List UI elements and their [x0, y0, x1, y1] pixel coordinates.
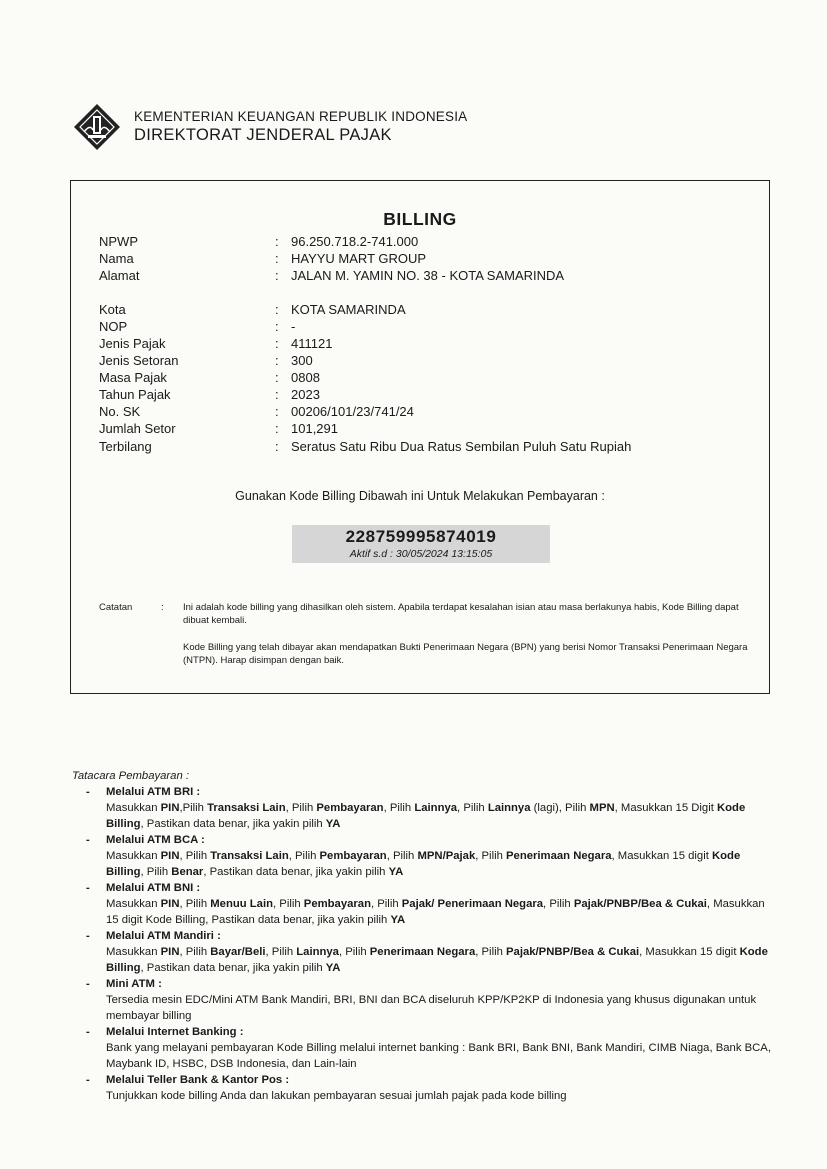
field-label: Kota — [99, 302, 126, 317]
billing-field — [99, 336, 332, 352]
procedure-heading: Tatacara Pembayaran : — [72, 770, 190, 782]
billing-field — [99, 439, 631, 455]
field-colon: : — [275, 421, 279, 436]
body-text: ,Pilih — [179, 802, 208, 814]
bold-term: Kode Billing — [106, 850, 741, 878]
field-label: Alamat — [99, 268, 140, 283]
field-value: 300 — [291, 353, 313, 368]
field-value: KOTA SAMARINDA — [291, 302, 406, 317]
billing-box — [70, 180, 770, 694]
bold-term: Penerimaan Negara — [506, 850, 612, 862]
field-label: NOP — [99, 319, 128, 334]
bold-term: Pembayaran — [316, 802, 384, 814]
field-colon: : — [275, 353, 279, 368]
field-colon: : — [275, 234, 279, 249]
active-until: Aktif s.d : 30/05/2024 13:15:05 — [349, 548, 493, 560]
bold-term: YA — [388, 866, 404, 878]
billing-field — [99, 268, 564, 284]
field-colon: : — [275, 370, 279, 385]
body-text: Bank yang melayani pembayaran Kode Billing melalui internet banking : Bank BRI, Bank BNI, Bank Mandiri, CIMB Niaga, Bank BCA, Maybank ID, HSBC, DSB Indonesia, dan Lain-lain — [106, 1042, 771, 1070]
field-value: 96.250.718.2-741.000 — [291, 234, 419, 249]
body-text: Masukkan — [106, 946, 161, 958]
billing-field — [99, 421, 338, 437]
procedure-item-body — [106, 896, 772, 928]
billing-field — [99, 370, 320, 386]
body-text: , Masukkan 15 digit Kode Billing, Pastikan data benar, jika yakin pilih — [106, 898, 765, 926]
body-text: , Pilih — [265, 946, 297, 958]
body-text: , Pilih — [543, 898, 574, 910]
bullet-dash: - — [86, 1026, 90, 1038]
notes-paragraph-2: Kode Billing yang telah dibayar akan mendapatkan Bukti Penerimaan Negara (BPN) yang berisi Nomor Transaksi Penerimaan Negara (NTPN). Harap disimpan dengan baik. — [183, 642, 748, 666]
procedure-item-body — [106, 1040, 772, 1072]
payment-instruction: Gunakan Kode Billing Dibawah ini Untuk Melakukan Pembayaran : — [235, 489, 605, 503]
bullet-dash: - — [86, 978, 90, 990]
bold-term: Pajak/PNBP/Bea & Cukai — [506, 946, 640, 958]
body-text: , Pilih — [140, 866, 172, 878]
procedure-item — [72, 928, 772, 976]
body-text: , Pilih — [338, 946, 370, 958]
field-colon: : — [275, 268, 279, 283]
field-label: Jenis Pajak — [99, 336, 166, 351]
bold-term: PIN — [160, 898, 180, 910]
payment-procedure — [72, 768, 772, 1104]
bold-term: Penerimaan Negara — [369, 946, 476, 958]
body-text: Masukkan — [106, 850, 161, 862]
kemenkeu-logo-icon — [72, 102, 122, 152]
bullet-dash: - — [86, 930, 90, 942]
body-text: , Pilih — [457, 802, 488, 814]
procedure-item-body — [106, 800, 772, 832]
bullet-dash: - — [86, 834, 90, 846]
field-label: No. SK — [99, 404, 141, 419]
body-text: , Masukkan 15 digit — [611, 850, 712, 862]
billing-field — [99, 302, 406, 318]
body-text: , Pilih — [475, 850, 507, 862]
procedure-item — [72, 976, 772, 1024]
body-text: , Pilih — [179, 946, 211, 958]
notes-label: Catatan — [99, 602, 133, 613]
bold-term: Pajak/ Penerimaan Negara — [401, 898, 544, 910]
body-text: , Pilih — [285, 802, 317, 814]
bold-term: YA — [390, 914, 406, 926]
field-value: 00206/101/23/741/24 — [291, 404, 414, 419]
procedure-item — [72, 880, 772, 928]
field-value: HAYYU MART GROUP — [291, 251, 427, 266]
field-colon: : — [275, 387, 279, 402]
bold-term: Lainnya — [414, 802, 458, 814]
field-colon: : — [275, 302, 279, 317]
procedure-item-body — [106, 848, 772, 880]
field-colon: : — [275, 319, 279, 334]
bold-term: PIN — [160, 802, 180, 814]
bold-term: Kode Billing — [106, 802, 746, 830]
bold-term: Transaksi Lain — [207, 802, 286, 814]
billing-field — [99, 353, 313, 369]
bold-term: Transaksi Lain — [210, 850, 289, 862]
body-text: , Masukkan 15 digit — [639, 946, 740, 958]
billing-code: 228759995874019 — [345, 527, 497, 546]
bullet-dash: - — [86, 882, 90, 894]
body-text: , Pilih — [386, 850, 418, 862]
bold-term: YA — [325, 818, 341, 830]
body-text: Masukkan — [106, 802, 161, 814]
procedure-item-title: Melalui ATM BCA : — [106, 834, 205, 846]
procedure-item — [72, 1024, 772, 1072]
bold-term: Pembayaran — [319, 850, 387, 862]
field-label: Terbilang — [99, 439, 152, 454]
field-colon: : — [275, 439, 279, 454]
body-text: Tersedia mesin EDC/Mini ATM Bank Mandiri, BRI, BNI dan BCA diseluruh KPP/KP2KP di Indonesia yang khusus digunakan untuk membayar billing — [106, 994, 757, 1022]
bullet-dash: - — [86, 786, 90, 798]
bold-term: Lainnya — [487, 802, 531, 814]
body-text: , Pastikan data benar, jika yakin pilih — [140, 962, 326, 974]
field-label: Jenis Setoran — [99, 353, 179, 368]
field-colon: : — [275, 404, 279, 419]
procedure-item-title: Melalui ATM BRI : — [106, 786, 201, 798]
body-text: , Pilih — [383, 802, 415, 814]
procedure-item — [72, 1072, 772, 1104]
ministry-name: KEMENTERIAN KEUANGAN REPUBLIK INDONESIA — [134, 109, 468, 124]
field-label: Jumlah Setor — [99, 421, 176, 436]
field-value: 101,291 — [291, 421, 338, 436]
procedure-item-body — [106, 944, 772, 976]
body-text: Masukkan — [106, 898, 161, 910]
field-colon: : — [275, 336, 279, 351]
field-label: Tahun Pajak — [99, 387, 171, 402]
notes-colon: : — [161, 602, 164, 613]
billing-title: BILLING — [383, 209, 457, 229]
field-colon: : — [275, 251, 279, 266]
bold-term: Pembayaran — [303, 898, 371, 910]
body-text: , Pastikan data benar, jika yakin pilih — [203, 866, 389, 878]
body-text: , Pilih — [179, 898, 211, 910]
bold-term: Benar — [171, 866, 204, 878]
field-value: JALAN M. YAMIN NO. 38 - KOTA SAMARINDA — [291, 268, 565, 283]
billing-field — [99, 319, 295, 335]
bold-term: Pajak/PNBP/Bea & Cukai — [573, 898, 707, 910]
bold-term: YA — [325, 962, 341, 974]
billing-field — [99, 387, 320, 403]
body-text: Tunjukkan kode billing Anda dan lakukan pembayaran sesuai jumlah pajak pada kode billing — [106, 1090, 567, 1102]
body-text: , Pastikan data benar, jika yakin pilih — [140, 818, 326, 830]
field-value: 0808 — [291, 370, 320, 385]
bold-term: Kode Billing — [106, 946, 768, 974]
procedure-item-body — [106, 1088, 772, 1104]
bold-term: PIN — [160, 850, 180, 862]
procedure-item-title: Melalui Teller Bank & Kantor Pos : — [106, 1074, 290, 1086]
field-value: 2023 — [291, 387, 320, 402]
bold-term: Menuu Lain — [210, 898, 274, 910]
letterhead — [72, 102, 467, 152]
bold-term: Bayar/Beli — [210, 946, 266, 958]
field-value: 411121 — [291, 336, 333, 351]
body-text: (lagi), Pilih — [530, 802, 590, 814]
procedure-item — [72, 784, 772, 832]
procedure-item-title: Melalui ATM Mandiri : — [106, 930, 221, 942]
body-text: , Pilih — [475, 946, 507, 958]
field-label: NPWP — [99, 234, 138, 249]
directorate-name: DIREKTORAT JENDERAL PAJAK — [134, 126, 392, 144]
billing-field — [99, 251, 426, 267]
body-text: , Pilih — [288, 850, 320, 862]
field-label: Masa Pajak — [99, 370, 167, 385]
notes-paragraph-1: Ini adalah kode billing yang dihasilkan oleh sistem. Apabila terdapat kesalahan isian atau masa berlakunya habis, Kode Billing dapat dibuat kembali. — [183, 602, 739, 626]
procedure-item-title: Melalui ATM BNI : — [106, 882, 201, 894]
field-value: Seratus Satu Ribu Dua Ratus Sembilan Puluh Satu Rupiah — [291, 439, 632, 454]
procedure-item-title: Melalui Internet Banking : — [106, 1026, 244, 1038]
procedure-item-title: Mini ATM : — [106, 978, 162, 990]
procedure-item — [72, 832, 772, 880]
billing-field — [99, 234, 418, 250]
bold-term: MPN — [589, 802, 615, 814]
body-text: , Pilih — [370, 898, 402, 910]
bold-term: Lainnya — [296, 946, 339, 958]
body-text: , Pilih — [179, 850, 211, 862]
billing-code-box — [292, 525, 550, 563]
bold-term: PIN — [160, 946, 180, 958]
field-value: - — [291, 319, 296, 334]
body-text: , Pilih — [273, 898, 304, 910]
bullet-dash: - — [86, 1074, 90, 1086]
field-label: Nama — [99, 251, 134, 266]
body-text: , Masukkan 15 Digit — [614, 802, 717, 814]
bold-term: MPN/Pajak — [417, 850, 476, 862]
billing-field — [99, 404, 414, 420]
procedure-item-body — [106, 992, 772, 1024]
